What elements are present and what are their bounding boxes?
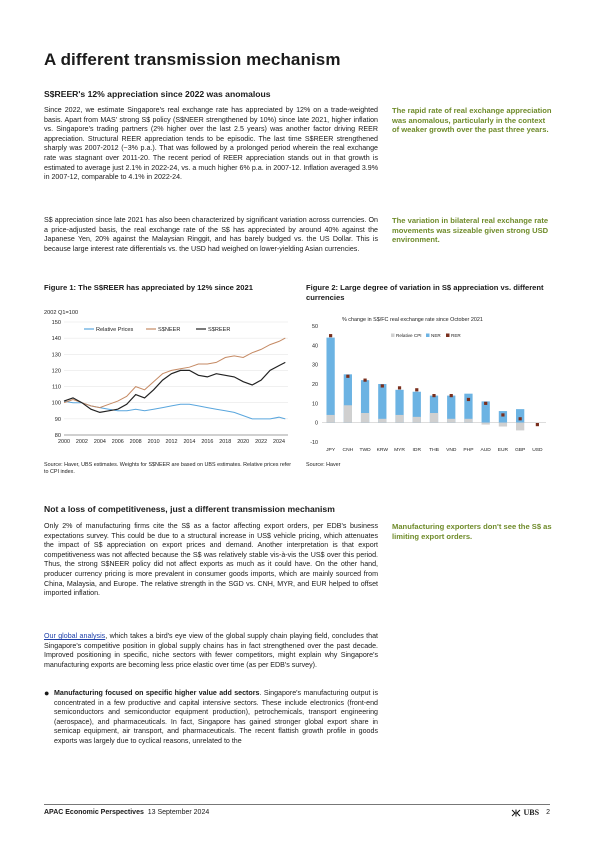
bullet-body: . Singapore's manufacturing output is concentrated in a few productive and capital intensive sectors. These include electronics (front-end semiconductors and semiconductor equipment production), petrochemicals, transport engineering (aerospace), and pharmaceuticals. In fact, Singapore has gained stronger global export share in semicap equipment, air transport, and pharmaceuticals. The recent flattish growth profile in goods exports was largely due to cyclical reasons, unrelated to the bbox=[54, 689, 378, 745]
footer-publication bbox=[44, 809, 209, 816]
figure2-title: Figure 2: Large degree of variation in S$ appreciation vs. different currencies bbox=[306, 283, 544, 302]
reer-line-chart bbox=[44, 302, 294, 457]
chart1-x-tick: 2018 bbox=[219, 439, 232, 445]
chart1-x-tick: 2004 bbox=[93, 439, 106, 445]
chart2-bar-ner bbox=[516, 409, 524, 423]
chart1-y-tick: 100 bbox=[51, 400, 61, 407]
chart2-bar-cpi bbox=[395, 415, 403, 423]
chart2-bar-cpi bbox=[344, 405, 352, 422]
chart2-marker-rer bbox=[432, 394, 435, 397]
chart2-bar-cpi bbox=[378, 419, 386, 423]
chart2-x-tick: MYR bbox=[394, 448, 405, 453]
paragraph-reer-appreciation: Since 2022, we estimate Singapore's real exchange rate has appreciated by 12% on a trade-weighted basis. Apart from MAS' strong S$ policy (S$NEER strengthened by 10%) since late 2021, higher inflation vs. Singapore's trading partners (2% higher over the last 2.5 years) was another factor driving REER appreciation. Structural REER appreciation tends to be episodic. The last time S$REER strengthened sharply was 2007-2012 (~3% p.a.). That was followed by a prolonged period wherein the real exchange rate was stagnant over 2011-20. The recent period of REER appreciation stands out in that growth is estimated to average just 2.1% in 2022-24, vs. a much higher 6% p.a. in 2007-12. Inflation averaged 3.9% in 2007-12, comparable to 4.1% in 2022-24. bbox=[44, 106, 378, 182]
chart1-y-tick: 130 bbox=[51, 352, 61, 359]
footer-brand: UBS bbox=[523, 808, 540, 817]
chart1-x-tick: 2006 bbox=[111, 439, 124, 445]
chart2-marker-rer bbox=[363, 379, 366, 382]
chart1-x-tick: 2012 bbox=[165, 439, 178, 445]
chart1-index-note: 2002 Q1=100 bbox=[44, 310, 79, 316]
chart2-bar-cpi bbox=[464, 419, 472, 423]
chart2-legend-swatch bbox=[426, 334, 430, 338]
footer-divider bbox=[44, 804, 550, 805]
chart2-bar-ner bbox=[326, 338, 334, 423]
bullet-item-manufacturing bbox=[44, 688, 378, 747]
chart1-legend-label: S$NEER bbox=[158, 327, 181, 333]
chart2-marker-rer bbox=[381, 384, 384, 387]
chart2-x-tick: AUD bbox=[480, 448, 491, 453]
chart2-marker-rer bbox=[415, 388, 418, 391]
chart2-y-tick: 30 bbox=[312, 362, 318, 369]
chart1-x-tick: 2008 bbox=[129, 439, 142, 445]
section-heading-competitiveness: Not a loss of competitiveness, just a different transmission mechanism bbox=[44, 504, 335, 514]
footer-publication-name: APAC Economic Perspectives bbox=[44, 809, 144, 816]
chart1-legend-label: S$REER bbox=[208, 327, 231, 333]
ubs-keys-icon bbox=[511, 809, 521, 817]
page-title: A different transmission mechanism bbox=[44, 50, 341, 69]
chart1-x-tick: 2000 bbox=[58, 439, 70, 445]
chart2-marker-rer bbox=[484, 402, 487, 405]
chart1-x-tick: 2014 bbox=[183, 439, 196, 445]
section-heading-reer: S$REER's 12% appreciation since 2022 was anomalous bbox=[44, 89, 271, 99]
chart2-legend-swatch bbox=[446, 334, 450, 338]
chart2-x-tick: PHP bbox=[463, 448, 474, 453]
chart2-legend-label: Relative CPI bbox=[396, 333, 422, 338]
chart2-bar-cpi bbox=[499, 423, 507, 427]
chart1-series-line-0 bbox=[64, 401, 285, 419]
chart2-bar-cpi bbox=[516, 423, 524, 431]
figure1-source: Source: Haver, UBS estimates. Weights for S$NEER are based on UBS estimates. Relative prices refer to CPI index. bbox=[44, 462, 292, 475]
chart2-bar-cpi bbox=[326, 415, 334, 423]
chart1-y-tick: 110 bbox=[52, 384, 61, 391]
global-analysis-link[interactable]: Our global analysis bbox=[44, 632, 106, 640]
chart1-y-tick: 120 bbox=[51, 368, 61, 375]
chart1-x-tick: 2024 bbox=[273, 439, 286, 445]
chart2-y-tick: 40 bbox=[312, 343, 318, 350]
chart1-x-tick: 2016 bbox=[201, 439, 214, 445]
paragraph-currency-variation: S$ appreciation since late 2021 has also been characterized by significant variation across currencies. On a price-adjusted basis, the real exchange rate of the S$ has appreciated by around 40% against the Japanese Yen, 20% against the Malaysian Ringgit, and has barely budged vs. the US Dollar. This is because large interest rate differentials vs. the USD had weighed on lower-yielding Asian currencies. bbox=[44, 216, 378, 253]
chart2-bar-ner bbox=[378, 384, 386, 423]
sidenote-bilateral-variation: The variation in bilateral real exchange rate movements was sizeable given strong USD environment. bbox=[392, 216, 549, 245]
global-analysis-text: , which takes a bird's eye view of the global supply chain playing field, concludes that Singapore's competitive position in global supply chains has in fact strengthened over the past decade. Improved positioning in specific, niche sectors with fewer competitors, might explain why Singapore's manufacturing exports are becoming less price elastic over time (as per EDB's survey). bbox=[44, 632, 379, 669]
chart2-marker-rer bbox=[519, 417, 522, 420]
footer-date: 13 September 2024 bbox=[147, 809, 210, 816]
figure2-source: Source: Haver bbox=[306, 462, 341, 468]
chart2-marker-rer bbox=[398, 386, 401, 389]
chart2-bar-cpi bbox=[447, 419, 455, 423]
chart1-y-tick: 90 bbox=[54, 416, 61, 423]
chart2-x-tick: KRW bbox=[376, 448, 388, 453]
chart1-legend-label: Relative Prices bbox=[96, 327, 134, 333]
chart2-y-tick: 10 bbox=[312, 401, 318, 408]
paragraph-global-analysis bbox=[44, 632, 378, 670]
chart2-x-tick: GBP bbox=[514, 448, 526, 453]
chart2-x-tick: USD bbox=[532, 448, 543, 453]
chart1-x-tick: 2020 bbox=[237, 439, 250, 445]
chart2-subtitle: % change in S$/FC real exchange rate since October 2021 bbox=[342, 317, 483, 323]
chart2-bar-ner bbox=[447, 396, 455, 423]
chart2-bar-cpi bbox=[430, 413, 438, 423]
footer-brand-block bbox=[511, 808, 550, 817]
bullet-text bbox=[54, 689, 378, 747]
chart2-x-tick: THB bbox=[429, 448, 439, 453]
chart2-x-tick: CNH bbox=[342, 448, 354, 453]
chart2-x-tick: TWD bbox=[359, 448, 371, 453]
chart1-x-tick: 2022 bbox=[255, 439, 268, 445]
chart2-x-tick: JPY bbox=[326, 448, 336, 453]
paragraph-edb-survey: Only 2% of manufacturing firms cite the S$ as a factor affecting export orders, per EDB's business expectations survey. This could be due to a structural increase in US$ vehicle pricing, which attenuates the impact of S$ appreciation on export prices and demand. Another interpretation is that export competitiveness was not affected because the S$ was relatively stable vis-à-vis the US$ over this period. Thus, the strong S$NEER policy did not affect exports as much as it could have. On the other hand, producer currency pricing is more prevalent in consumer goods imports, which are mainly sourced from China, Malaysia, and Europe. The relative strength in the SGD vs. CNH, MYR, and EUR helped to offset imported inflation. bbox=[44, 522, 378, 598]
chart2-marker-rer bbox=[450, 394, 453, 397]
bullet-dot-icon: ● bbox=[44, 688, 50, 698]
chart1-y-tick: 80 bbox=[54, 433, 61, 439]
chart2-marker-rer bbox=[467, 398, 470, 401]
bullet-bold-lead: Manufacturing focused on specific higher value add sectors bbox=[54, 689, 260, 697]
chart2-legend-label: RER bbox=[451, 333, 461, 338]
chart2-legend-label: NER bbox=[431, 333, 441, 338]
chart2-y-tick: 20 bbox=[312, 382, 318, 388]
chart1-y-tick: 140 bbox=[51, 336, 61, 343]
chart2-marker-rer bbox=[501, 413, 504, 416]
chart2-y-tick: 50 bbox=[312, 324, 318, 330]
figure1-title: Figure 1: The S$REER has appreciated by 12% since 2021 bbox=[44, 283, 253, 292]
chart1-x-tick: 2010 bbox=[147, 439, 160, 445]
rer-bar-chart bbox=[306, 308, 551, 457]
chart1-y-tick: 150 bbox=[51, 320, 61, 326]
chart2-marker-rer bbox=[329, 334, 332, 337]
chart2-bar-cpi bbox=[482, 423, 490, 425]
chart2-x-tick: IDR bbox=[412, 448, 421, 453]
chart2-x-tick: VND bbox=[446, 448, 457, 453]
sidenote-manufacturing-exporters: Manufacturing exporters don't see the S$ as limiting export orders. bbox=[392, 522, 552, 541]
chart2-bar-cpi bbox=[413, 417, 421, 423]
chart2-x-tick: EUR bbox=[497, 448, 509, 453]
chart2-legend-swatch bbox=[391, 334, 395, 338]
sidenote-anomalous: The rapid rate of real exchange appreciation was anomalous, particularly in the context of weaker growth over the past three years. bbox=[392, 106, 552, 135]
chart2-marker-rer bbox=[346, 375, 349, 378]
chart2-bar-ner bbox=[499, 411, 507, 423]
chart2-marker-rer bbox=[536, 423, 539, 426]
chart1-x-tick: 2002 bbox=[75, 439, 88, 445]
chart2-bar-cpi bbox=[361, 413, 369, 423]
chart2-y-tick: 0 bbox=[315, 420, 318, 427]
chart2-y-tick: -10 bbox=[310, 440, 318, 446]
footer-page-number: 2 bbox=[546, 809, 550, 816]
